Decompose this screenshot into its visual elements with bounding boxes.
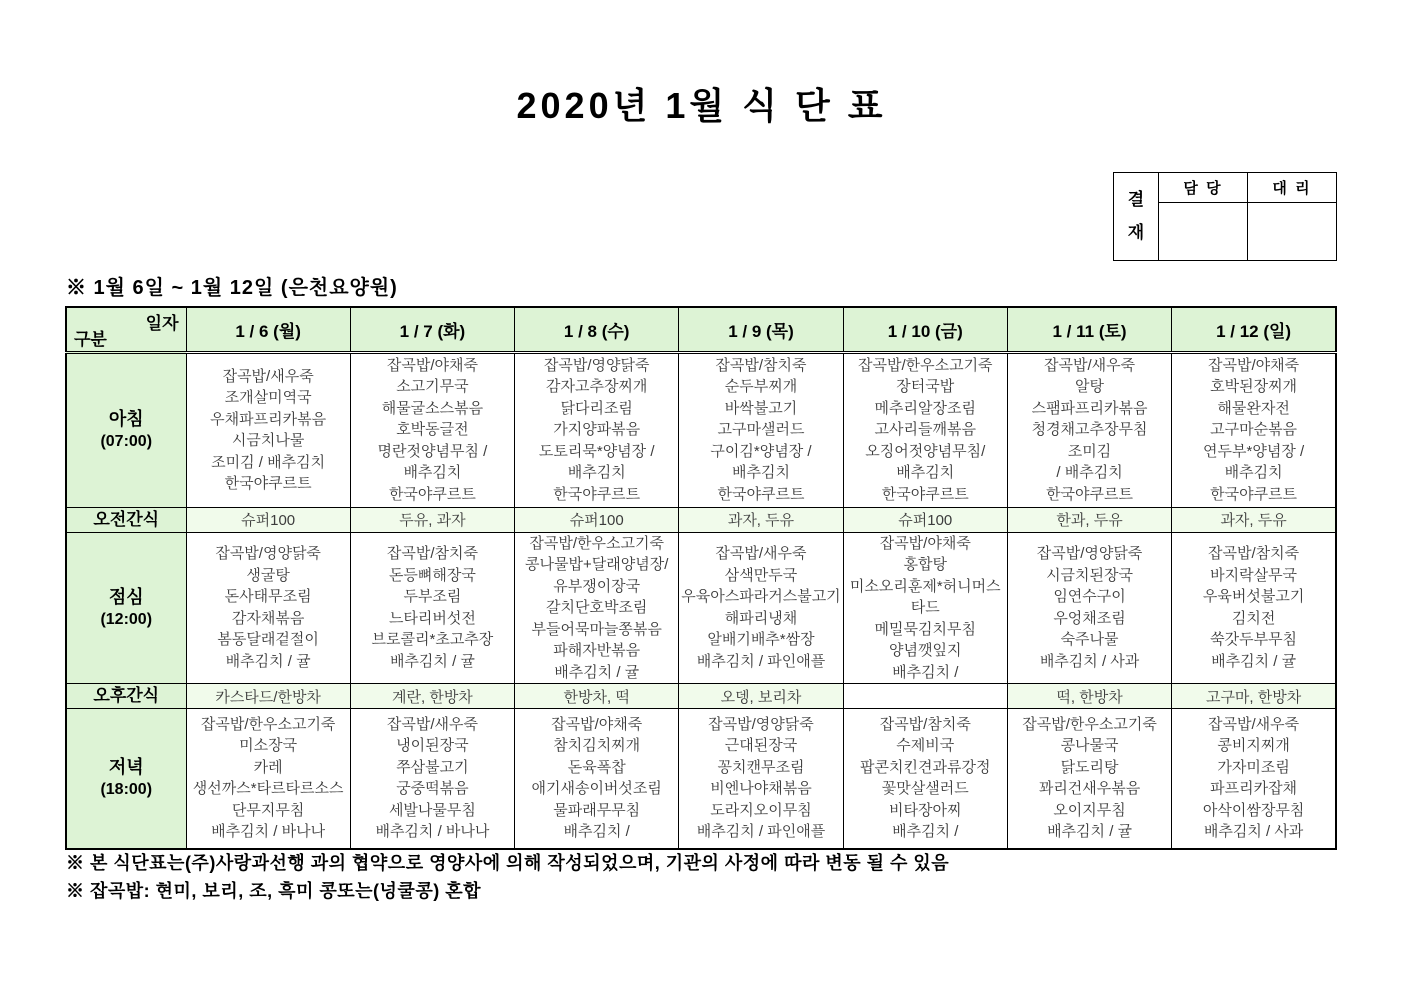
menu-item: 생선까스*타르타르소스 [192,780,344,798]
menu-item: 스팸파프리카볶음 [1031,399,1148,417]
menu-item: 잡곡밥/새우죽 [715,545,807,563]
menu-item: 홍합탕 [903,556,947,573]
menu-item: 배추김치 / [563,823,630,841]
menu-item: 배추김치 / 바나나 [375,823,490,841]
menu-item: 배추김치 [567,464,626,482]
menu-item: 청경채고추장무침 [1031,421,1148,439]
day-header-4: 1 / 9 (목) [679,307,843,352]
menu-item: 바지락살무국 [1210,566,1298,584]
row-label-name: 오후간식 [93,686,160,705]
menu-item: 유부쟁이장국 [553,577,641,595]
menu-item: 장터국밥 [896,378,955,396]
menu-item: 쑥갓두부무침 [1210,631,1298,649]
menu-item: 한국야쿠르트 [388,485,476,503]
menu-item: 우채파프리카볶음 [210,410,327,428]
menu-item: 배추김치 / 사과 [1039,652,1140,670]
menu-item: 잡곡밥/한우소고기죽 [529,534,664,552]
menu-cell-dinner-day1 [186,709,350,849]
snack-cell-pm-snack-day4: 오뎅, 보리차 [679,684,843,709]
row-pm-snack [66,684,1336,709]
menu-item: 임연수구이 [1053,588,1126,606]
menu-item: 팝콘치킨견과류강정 [860,758,991,776]
menu-item: 배추김치 / 바나나 [211,823,326,841]
menu-item: 잡곡밥/야채죽 [879,534,971,552]
menu-item: 한국야쿠르트 [881,485,969,503]
menu-item: 궁중떡볶음 [396,780,469,798]
menu-item: 비타장아찌 [889,801,962,819]
menu-cell-dinner-day6 [1007,709,1171,849]
menu-item: 순두부찌개 [724,378,798,396]
menu-cell-breakfast-day1 [186,352,350,507]
row-label-time: (07:00) [100,433,153,450]
menu-cell-dinner-day5 [843,709,1007,849]
menu-item: 잡곡밥/한우소고기죽 [857,356,993,374]
menu-item: 배추김치 [1224,464,1283,482]
menu-item: 오이지무침 [1053,801,1126,819]
menu-item: 한국야쿠르트 [717,485,805,503]
snack-cell-am-snack-day5: 슈퍼100 [843,507,1007,532]
row-breakfast [66,352,1336,507]
row-label-time: (18:00) [100,781,153,799]
menu-item: 고구마순볶음 [1210,421,1298,439]
menu-item: 김치전 [1231,609,1276,627]
row-label-name: 아침 [108,409,144,429]
menu-item: 물파래무무침 [553,801,641,819]
menu-item: 배추김치 / 파인애플 [696,823,826,841]
row-label-name: 점심 [108,586,144,607]
menu-item: 파프리카잡채 [1210,780,1298,798]
menu-item: 두부조림 [403,588,462,606]
menu-item: 잡곡밥/한우소고기죽 [1022,715,1157,733]
menu-item: 파해자반볶음 [553,642,641,659]
menu-item: 잡곡밥/야채죽 [1208,356,1300,374]
menu-item: 꽃맛살샐러드 [881,780,969,798]
snack-cell-pm-snack-day2: 계란, 한방차 [350,684,514,709]
menu-item: 잡곡밥/영양닭죽 [543,356,650,374]
menu-cell-breakfast-day2 [350,352,514,507]
menu-item: 숙주나물 [1060,631,1119,649]
menu-item: 알탕 [1075,378,1105,396]
menu-item: 봄동달래겉절이 [217,631,319,649]
row-label-dinner [66,709,186,849]
menu-cell-lunch-day2 [350,532,514,684]
day-header-1: 1 / 6 (월) [186,307,350,352]
menu-item: 닭다리조림 [560,399,633,417]
table-header-row [66,307,1336,352]
menu-item: 우육버섯불고기 [1202,588,1305,606]
menu-item: 도라지오이무침 [710,801,812,819]
menu-item: 생굴탕 [246,566,290,584]
menu-item: 콩나물밥+달래양념장/ [525,556,669,573]
snack-cell-am-snack-day2: 두유, 과자 [350,507,514,532]
menu-cell-lunch-day7 [1172,532,1336,684]
menu-item: 잡곡밥/야채죽 [551,715,643,733]
menu-item: 배추김치 / 귤 [389,652,475,670]
menu-item: 한국야쿠르트 [1210,485,1298,503]
menu-item: 배추김치 [403,464,462,482]
footnote-line: ※ 본 식단표는(주)사랑과선행 과의 협약으로 영양사에 의해 작성되었으며, 기관의 사정에 따라 변동 될 수 있음 [66,853,950,873]
row-am-snack [66,507,1336,532]
snack-cell-pm-snack-day5 [843,684,1007,709]
snack-cell-am-snack-day1: 슈퍼100 [186,507,350,532]
menu-item: 호박동글전 [396,421,469,439]
menu-item: 우육아스파라거스불고기 [681,588,841,606]
menu-item: 배추김치 / 귤 [1047,823,1133,841]
menu-item: / 배추김치 [1056,464,1123,482]
menu-item: 도토리묵*양념장 / [538,442,655,460]
menu-item: 가지양파볶음 [553,421,641,439]
menu-item: 잡곡밥/새우죽 [222,367,314,385]
snack-cell-am-snack-day3: 슈퍼100 [515,507,679,532]
menu-item: 해물굴소스볶음 [381,399,484,417]
menu-item: 구이김*양념장 / [710,442,812,460]
corner-cell [66,307,186,352]
row-label-am-snack [66,507,186,532]
menu-item: 단무지무침 [231,801,305,819]
week-range-subtitle: ※ 1월 6일 ~ 1월 12일 (은천요양원) [66,277,398,299]
snack-cell-pm-snack-day7: 고구마, 한방차 [1172,684,1336,709]
menu-item: 잡곡밥/영양닭죽 [708,715,814,733]
menu-item: 알배기배추*쌈장 [707,631,815,649]
snack-cell-pm-snack-day1: 카스타드/한방차 [186,684,350,709]
row-lunch [66,532,1336,684]
footnote-line: ※ 잡곡밥: 현미, 보리, 조, 흑미 콩또는(넝쿨콩) 혼합 [66,881,481,901]
menu-item: 콩나물국 [1060,737,1119,755]
menu-item: 바싹불고기 [724,399,798,417]
menu-item: 꽈리건새우볶음 [1038,780,1141,798]
menu-item: 한국야쿠르트 [1046,485,1134,503]
menu-item: 고구마샐러드 [717,421,805,439]
menu-item: 세발나물무침 [388,801,476,819]
menu-item: 돈육폭찹 [567,758,626,776]
menu-cell-breakfast-day5 [843,352,1007,507]
menu-item: 배추김치 / 귤 [1211,652,1297,670]
menu-item: 배추김치 / [892,823,959,841]
menu-item: 콩비지찌개 [1217,737,1290,755]
menu-item: 호박된장찌개 [1210,378,1298,396]
menu-item: 우엉채조림 [1053,609,1126,627]
menu-item: 잡곡밥/영양닭죽 [1036,545,1143,563]
snack-cell-am-snack-day6: 한과, 두유 [1007,507,1171,532]
menu-item: 애기새송이버섯조림 [531,780,662,798]
row-label-time: (12:00) [100,610,153,628]
meal-plan-table [65,306,1337,850]
snack-cell-am-snack-day7: 과자, 두유 [1172,507,1336,532]
menu-item: 조미김 / 배추김치 [211,453,326,471]
menu-item: 근대된장국 [724,737,798,755]
menu-item: 꽁치캔무조림 [717,758,805,776]
menu-item: 잡곡밥/참치죽 [715,356,807,374]
row-label-name: 저녁 [108,757,144,778]
day-header-2: 1 / 7 (화) [350,307,514,352]
approval-col-daeri-header: 대 리 [1248,173,1336,203]
day-header-5: 1 / 10 (금) [843,307,1007,352]
menu-item: 조미김 [1067,442,1112,460]
menu-item: 가자미조림 [1217,758,1290,776]
menu-item: 메밀묵김치무침 [874,620,976,638]
approval-col-damdang-signature-area [1159,203,1247,260]
approval-col-damdang [1159,173,1247,260]
menu-item: 시금치나물 [231,432,305,449]
menu-item: 닭도리탕 [1060,758,1119,776]
row-dinner [66,709,1336,849]
menu-item: 잡곡밥/야채죽 [386,356,478,374]
page-title: 2020년 1월 식 단 표 [516,85,887,126]
menu-item: 명란젓양념무침 / [377,442,488,460]
menu-cell-dinner-day7 [1172,709,1336,849]
menu-item: 잡곡밥/참치죽 [1208,545,1300,563]
approval-col-daeri [1247,173,1336,260]
menu-cell-dinner-day2 [350,709,514,849]
menu-item: 잡곡밥/영양닭죽 [215,545,321,563]
menu-item: 연두부*양념장 / [1203,442,1305,460]
snack-cell-pm-snack-day3: 한방차, 떡 [515,684,679,709]
approval-stamp-label: 결재 [1127,190,1145,242]
menu-item: 카레 [253,758,283,776]
footnotes [66,849,949,905]
menu-item: 양념깻잎지 [889,642,962,659]
menu-cell-dinner-day3 [515,709,679,849]
menu-item: 잡곡밥/한우소고기죽 [200,715,336,733]
menu-item: 부들어묵마늘쫑볶음 [531,620,662,638]
menu-item: 소고기무국 [396,378,469,396]
corner-label-category: 구분 [74,329,107,349]
menu-item: 갈치단호박조림 [545,599,648,616]
menu-item: 시금치된장국 [1046,566,1134,584]
menu-item: 감자고추장찌개 [545,378,648,396]
menu-item: 배추김치 / 귤 [225,652,311,670]
menu-item: 배추김치 / [892,663,959,681]
row-label-name: 오전간식 [93,509,160,529]
menu-item: 아삭이쌈장무침 [1202,801,1305,819]
menu-item: 잡곡밥/새우죽 [1043,356,1136,374]
menu-item: 한국야쿠르트 [224,475,312,492]
menu-item: 미소오리훈제*허니머스타드 [849,577,1001,616]
menu-item: 잡곡밥/새우죽 [386,715,478,733]
menu-item: 한국야쿠르트 [553,485,641,503]
snack-cell-pm-snack-day6: 떡, 한방차 [1007,684,1171,709]
menu-item: 참치김치찌개 [553,737,641,755]
row-label-pm-snack [66,684,186,709]
menu-cell-lunch-day4 [679,532,843,684]
menu-item: 돈사태무조림 [224,588,312,606]
menu-item: 고사리들깨볶음 [874,421,976,439]
day-header-7: 1 / 12 (일) [1172,307,1336,352]
menu-item: 해파리냉채 [724,609,798,627]
snack-cell-am-snack-day4: 과자, 두유 [679,507,843,532]
menu-item: 미소장국 [239,737,298,755]
menu-item: 감자채볶음 [231,609,305,627]
menu-cell-breakfast-day3 [515,352,679,507]
day-header-3: 1 / 8 (수) [515,307,679,352]
menu-cell-lunch-day3 [515,532,679,684]
menu-cell-lunch-day5 [843,532,1007,684]
menu-item: 배추김치 [732,464,790,482]
menu-item: 비엔나야채볶음 [710,780,812,798]
row-label-lunch [66,532,186,684]
menu-item: 냉이된장국 [396,737,469,755]
row-label-breakfast [66,352,186,507]
menu-item: 배추김치 / 사과 [1203,823,1304,841]
menu-item: 조개살미역국 [224,389,312,406]
menu-cell-lunch-day6 [1007,532,1171,684]
menu-cell-breakfast-day6 [1007,352,1171,507]
approval-col-damdang-header: 담 당 [1159,173,1247,203]
approval-stamp-cell [1114,173,1159,260]
menu-item: 느타리버섯전 [388,609,476,627]
menu-cell-breakfast-day4 [679,352,843,507]
menu-item: 배추김치 / 귤 [554,663,640,681]
menu-cell-dinner-day4 [679,709,843,849]
menu-item: 잡곡밥/참치죽 [386,545,478,563]
menu-item: 수제비국 [896,737,955,755]
menu-item: 해물완자전 [1217,399,1290,417]
corner-label-date: 일자 [145,314,179,333]
menu-item: 삼색만두국 [724,566,798,584]
approval-col-daeri-signature-area [1248,203,1336,260]
menu-item: 브로콜리*초고추장 [371,631,494,649]
menu-cell-lunch-day1 [186,532,350,684]
menu-item: 배추김치 [896,464,955,482]
approval-box [1113,172,1337,261]
menu-item: 메추리알장조림 [874,399,976,417]
menu-item: 배추김치 / 파인애플 [696,652,826,670]
menu-item: 돈등뼈해장국 [388,566,476,584]
menu-item: 잡곡밥/새우죽 [1208,715,1300,733]
menu-item: 잡곡밥/참치죽 [879,715,971,733]
menu-item: 오징어젓양념무침/ [865,442,986,460]
menu-cell-breakfast-day7 [1172,352,1336,507]
menu-item: 쭈삼불고기 [396,758,469,776]
day-header-6: 1 / 11 (토) [1007,307,1171,352]
